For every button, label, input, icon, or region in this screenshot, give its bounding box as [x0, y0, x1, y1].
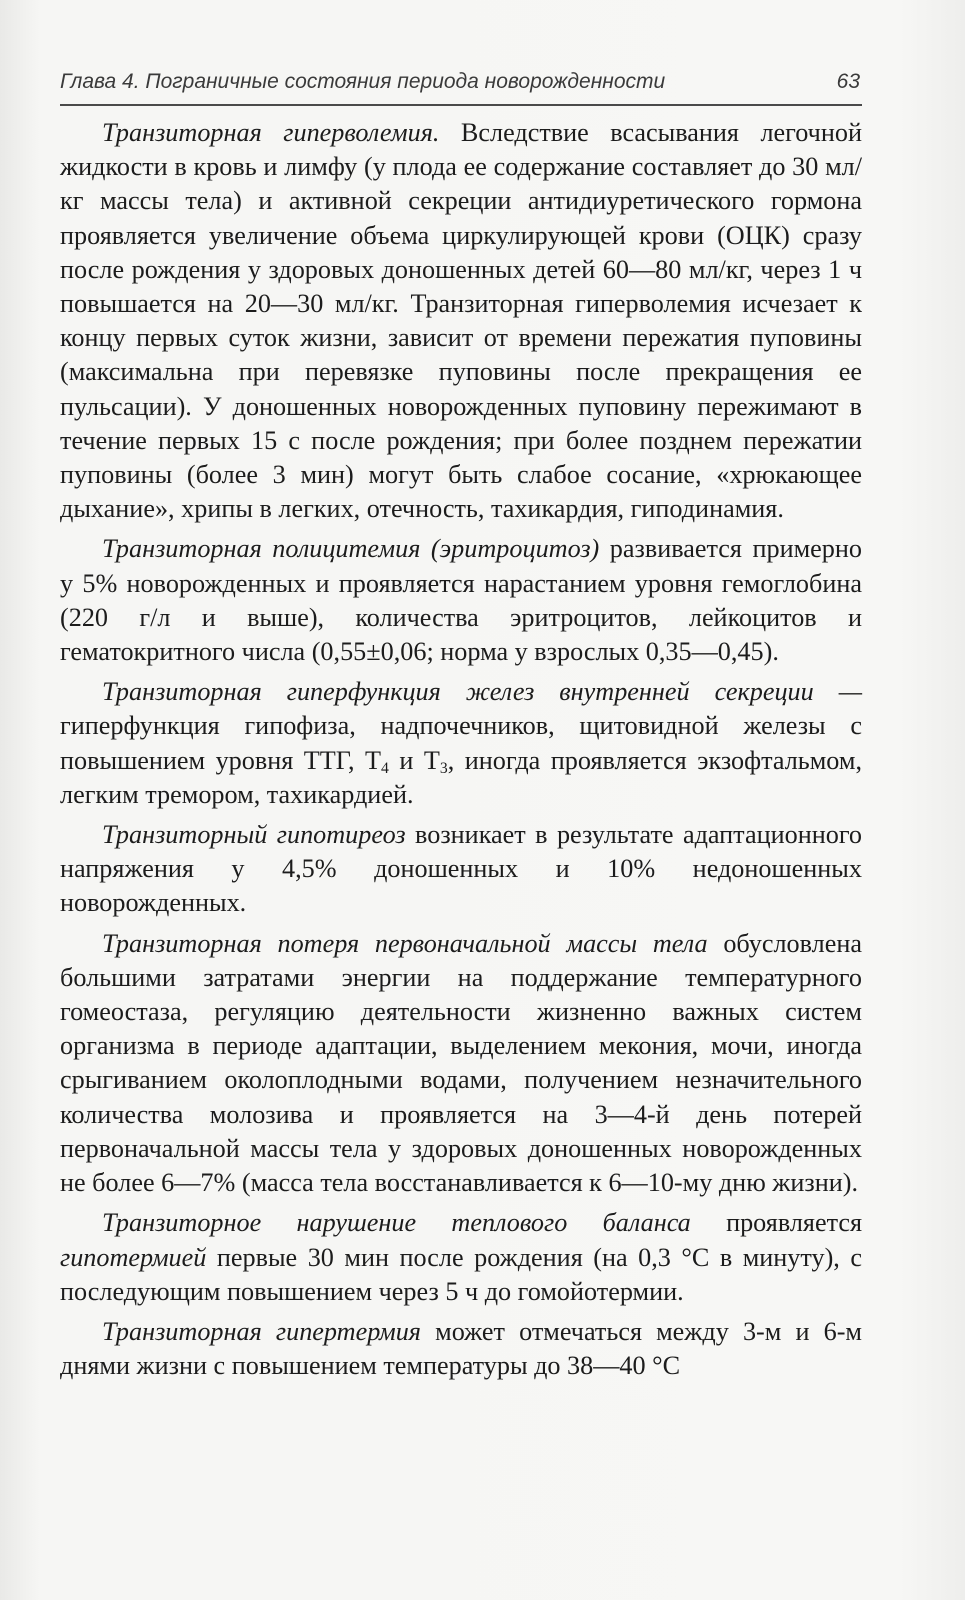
paragraph-hyperthermia: [60, 1315, 862, 1383]
subscript: 4: [381, 759, 389, 777]
paragraph-text: и Т: [388, 745, 440, 775]
header-rule: [60, 104, 862, 106]
paragraph-text: обусловлена большими затратами энергии на поддержание температурного гомеостаза, регуляцию деятельности жизненно важных систем организма в периоде адаптации, выделением мекония, мочи, иногда срыгиванием околоплодными водами, получением незначительного количества молозива и проявляется на 3—4-й день потерей первоначальной массы тела у здоровых доношенных новорожденных не более 6—7% (масса тела восстанавливается к 6—10-му дню жизни).: [60, 928, 862, 1198]
term: Транзиторная полицитемия (эритроцитоз): [102, 534, 600, 564]
page-number: 63: [836, 70, 860, 93]
paragraph-endocrine-hyperfunction: [60, 675, 862, 812]
term: Транзиторная гипертермия: [102, 1316, 421, 1346]
paragraph-weight-loss: [60, 927, 862, 1201]
paragraph-text: развивается примерно у 5% новорожденных и проявляется нарастанием уровня гемоглобина (220 г/л и выше), количества эритроцитов, лейкоцитов и гематокритного числа (0,55±0,06; норма у взрослых 0,35—0,45).: [60, 534, 862, 667]
running-header: [60, 70, 860, 104]
paragraph-text: первые 30 мин после рождения (на 0,3 °С в минуту), с последующим повышением через 5 ч до гомойотермии.: [60, 1242, 862, 1306]
term: Транзиторный гипотиреоз: [102, 820, 406, 850]
paragraph-heat-balance: [60, 1206, 862, 1309]
paragraph-text: гиперфункция гипофиза, надпочечников, щитовидной железы с повышением уровня ТТГ, Т: [60, 711, 862, 775]
chapter-title: Глава 4. Пограничные состояния периода новорожденности: [60, 70, 666, 93]
paragraph-hypervolemia: [60, 116, 862, 526]
paragraph-polycythemia: [60, 532, 862, 669]
paragraph-text: возникает в результате адаптационного напряжения у 4,5% доношенных и 10% недоношенных новорожденных.: [60, 820, 862, 918]
body-text: [60, 116, 862, 1389]
term: Транзиторное нарушение теплового баланса: [102, 1208, 691, 1238]
paragraph-hypothyroidism: [60, 818, 862, 921]
term: Транзиторная гиперволемия.: [102, 118, 440, 147]
term: гипотермией: [60, 1242, 207, 1272]
paragraph-text: может отмечаться между 3-м и 6-м днями жизни с повышением температуры до 38—40 °С: [60, 1316, 863, 1381]
paragraph-text: Вследствие всасывания легочной жидкости в кровь и лимфу (у плода ее содержание составляет до 30 мл/кг массы тела) и активной секреции антидиуретического гормона проявляется увеличение объема циркулирующей крови (ОЦК) сразу после рождения у здоровых доношенных детей 60—80 мл/кг, через 1 ч повышается на 20—30 мл/кг. Транзиторная гиперволемия исчезает к концу первых суток жизни, зависит от времени пережатия пуповины (максимальна при перевязке пуповины после прекращения ее пульсации). У доношенных новорожденных пуповину пережимают в течение первых 15 с после рождения; при более позднем пережатии пуповины (более 3 мин) могут быть слабое сосание, «хрюкающее дыхание», хрипы в легких, отечность, тахикардия, гиподинамия.: [60, 118, 862, 524]
paragraph-text: проявляется: [690, 1208, 863, 1238]
term: Транзиторная потеря первоначальной массы тела: [102, 928, 708, 958]
term: Транзиторная гиперфункция желез внутренней секреции —: [102, 677, 862, 707]
subscript: 3: [439, 759, 448, 777]
paragraph-text: , иногда проявляется экзофтальмом, легким тремором, тахикардией.: [60, 745, 862, 809]
